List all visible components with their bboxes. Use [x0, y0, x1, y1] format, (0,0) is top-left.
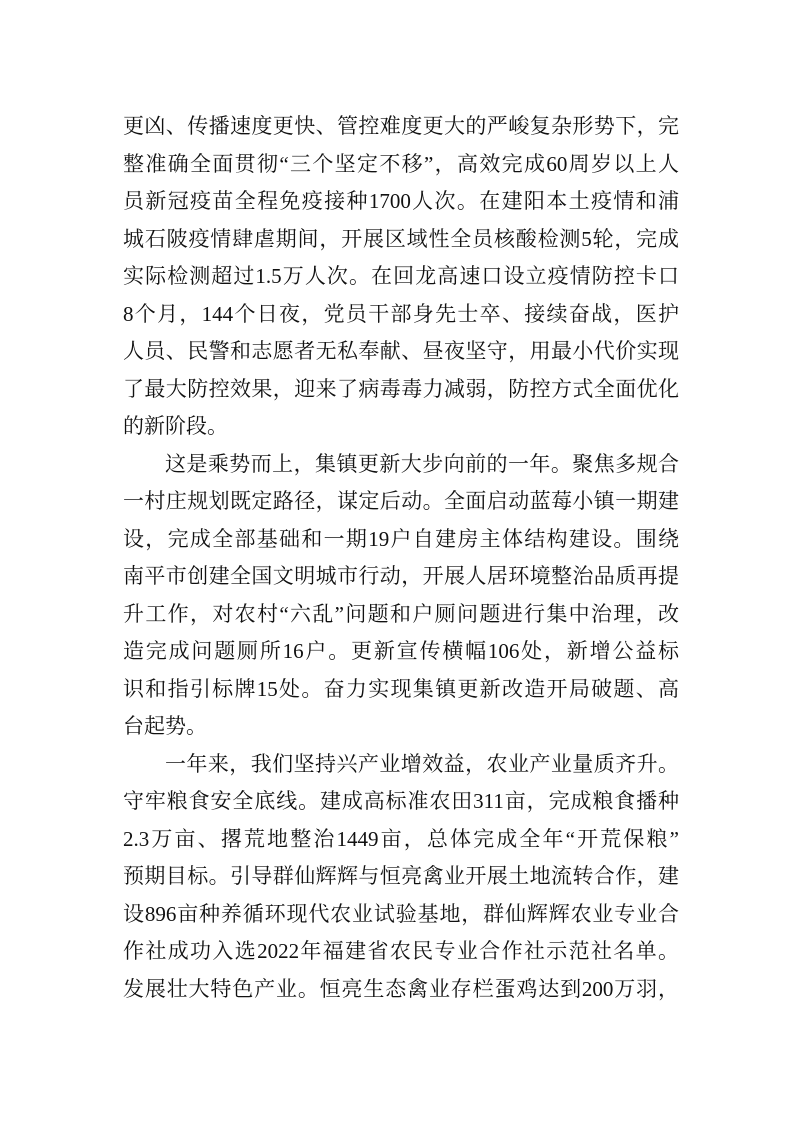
paragraph-1-line: 整准确全面贯彻“三个坚定不移”，高效完成60周岁以上人 [123, 151, 679, 176]
paragraph-2-line: 台起势。 [123, 714, 207, 738]
paragraph-3-line: 作社成功入选2022年福建省农民专业合作社示范社名单。 [123, 939, 679, 963]
paragraph-2-line: 一村庄规划既定路径，谋定后动。全面启动蓝莓小镇一期建 [123, 489, 679, 513]
paragraph-1-line: 8个月，144个日夜，党员干部身先士卒、接续奋战，医护 [123, 301, 679, 326]
paragraph-3-line: 发展壮大特色产业。恒亮生态禽业存栏蛋鸡达到200万羽， [123, 976, 679, 1001]
paragraph-3-line: 一年来，我们坚持兴产业增效益，农业产业量质齐升。 [165, 751, 679, 776]
paragraph-2-line: 这是乘势而上，集镇更新大步向前的一年。聚焦多规合 [165, 451, 679, 476]
paragraph-1-line: 了最大防控效果，迎来了病毒毒力减弱，防控方式全面优化 [123, 376, 679, 401]
paragraph-2-line: 升工作，对农村“六乱”问题和户厕问题进行集中治理，改 [123, 601, 679, 626]
paragraph-1-line: 实际检测超过1.5万人次。在回龙高速口设立疫情防控卡口 [123, 264, 679, 288]
paragraph-3-line: 守牢粮食安全底线。建成高标准农田311亩，完成粮食播种 [123, 789, 679, 813]
paragraph-1-line: 人员、民警和志愿者无私奉献、昼夜坚守，用最小代价实现 [123, 339, 679, 363]
paragraph-2-line: 识和指引标牌15处。奋力实现集镇更新改造开局破题、高 [123, 676, 679, 701]
paragraph-2-line: 设，完成全部基础和一期19户自建房主体结构建设。围绕 [123, 526, 679, 551]
paragraph-1-line: 员新冠疫苗全程免疫接种1700人次。在建阳本土疫情和浦 [123, 189, 679, 213]
paragraph-1-line: 城石陂疫情肆虐期间，开展区域性全员核酸检测5轮，完成 [123, 226, 679, 251]
paragraph-3-line: 预期目标。引导群仙辉辉与恒亮禽业开展土地流转合作，建 [123, 864, 679, 888]
paragraph-1-line: 更凶、传播速度更快、管控难度更大的严峻复杂形势下，完 [123, 114, 679, 138]
paragraph-3-line: 设896亩种养循环现代农业试验基地，群仙辉辉农业专业合 [123, 901, 679, 926]
paragraph-1-line: 的新阶段。 [123, 414, 228, 438]
paragraph-2-line: 南平市创建全国文明城市行动，开展人居环境整治品质再提 [123, 564, 679, 588]
body-text [123, 108, 679, 1008]
paragraph-3-line: 2.3万亩、撂荒地整治1449亩，总体完成全年“开荒保粮” [123, 826, 679, 851]
paragraph-2-line: 造完成问题厕所16户。更新宣传横幅106处，新增公益标 [123, 639, 679, 663]
